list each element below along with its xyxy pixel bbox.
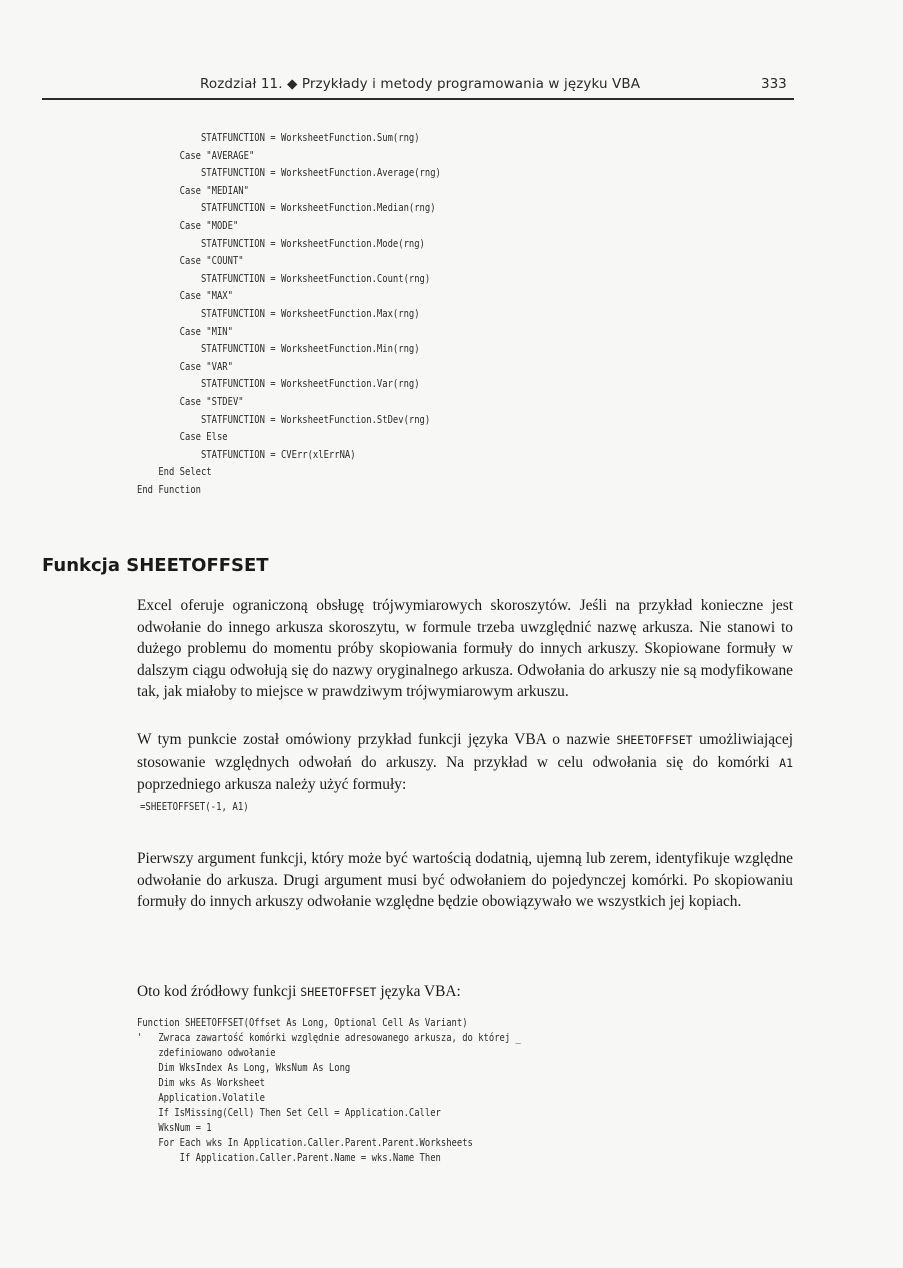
formula-example: =SHEETOFFSET(-1, A1) xyxy=(140,801,249,813)
paragraph-text: umożliwiającej stosowanie względnych odwołań do arkuszy. Na przykład w celu odwołania się do komórki xyxy=(137,731,793,771)
code-listing-statfunction-end: STATFUNCTION = WorksheetFunction.Sum(rng) Case "AVERAGE" STATFUNCTION = WorksheetFunction.Average(rng) Case "MEDIAN" STATFUNCTION = WorksheetFunction.Median(rng) Case "MODE" STATFUNCTION = WorksheetFunction.Mode(rng) Case "COUNT" STATFUNCTION = WorksheetFunction.Count(rng) Case "MAX" STATFUNCTION = WorksheetFunction.Max(rng) Case "MIN" STATFUNCTION = WorksheetFunction.Min(rng) Case "VAR" STATFUNCTION = WorksheetFunction.Var(rng) Case "STDEV" STATFUNCTION = WorksheetFunction.StDev(rng) Case Else STATFUNCTION = CVErr(xlErrNA) End Select End Function xyxy=(137,132,441,496)
paragraph-arguments: Pierwszy argument funkcji, który może być wartością dodatnią, ujemną lub zerem, identyfikuje względne odwołanie do arkusza. Drugi argument musi być odwołaniem do pojedynczej komórki. Po skopiowaniu formuły do innych arkuszy odwołanie względne będzie obowiązywało we wszystkich jej kopiach. xyxy=(137,850,793,911)
paragraph-text: języka VBA: xyxy=(376,983,461,1000)
paragraph-text: W tym punkcie został omówiony przykład funkcji języka VBA o nazwie xyxy=(137,731,617,748)
paragraph-text: Oto kod źródłowy funkcji xyxy=(137,983,301,1000)
section-heading: Funkcja SHEETOFFSET xyxy=(42,555,269,576)
paragraph-source-intro xyxy=(137,981,793,1004)
running-header xyxy=(0,76,903,100)
inline-code: A1 xyxy=(779,755,793,770)
inline-code: SHEETOFFSET xyxy=(300,985,377,999)
code-listing-sheetoffset: Function SHEETOFFSET(Offset As Long, Optional Cell As Variant) ' Zwraca zawartość komórki względnie adresowanego arkusza, do której _ zdefiniowano odwołanie Dim WksIndex As Long, WksNum As Long Dim wks As Worksheet Application.Volatile If IsMissing(Cell) Then Set Cell = Application.Caller WksNum = 1 For Each wks In Application.Caller.Parent.Parent.Worksheets If Application.Caller.Parent.Name = wks.Name Then xyxy=(137,1017,521,1164)
paragraph-intro: Excel oferuje ograniczoną obsługę trójwymiarowych skoroszytów. Jeśli na przykład konieczne jest odwołanie do innego arkusza skoroszytu, w formule trzeba uwzględnić nazwę arkusza. Nie stanowi to dużego problemu do momentu próby skopiowania formuły do innych arkuszy. Skopiowane formuły w dalszym ciągu odwołują się do nazwy oryginalnego arkusza. Odwołania do arkuszy nie są modyfikowane tak, jak miałoby to miejsce w prawdziwym trójwymiarowym arkuszu. xyxy=(137,597,793,701)
paragraph-example xyxy=(137,729,793,796)
inline-code: SHEETOFFSET xyxy=(616,733,693,747)
header-rule xyxy=(42,98,794,100)
page-number: 333 xyxy=(761,76,787,92)
running-title: Rozdział 11. ◆ Przykłady i metody programowania w języku VBA xyxy=(200,76,641,92)
paragraph-text: poprzedniego arkusza należy użyć formuły: xyxy=(137,776,407,794)
